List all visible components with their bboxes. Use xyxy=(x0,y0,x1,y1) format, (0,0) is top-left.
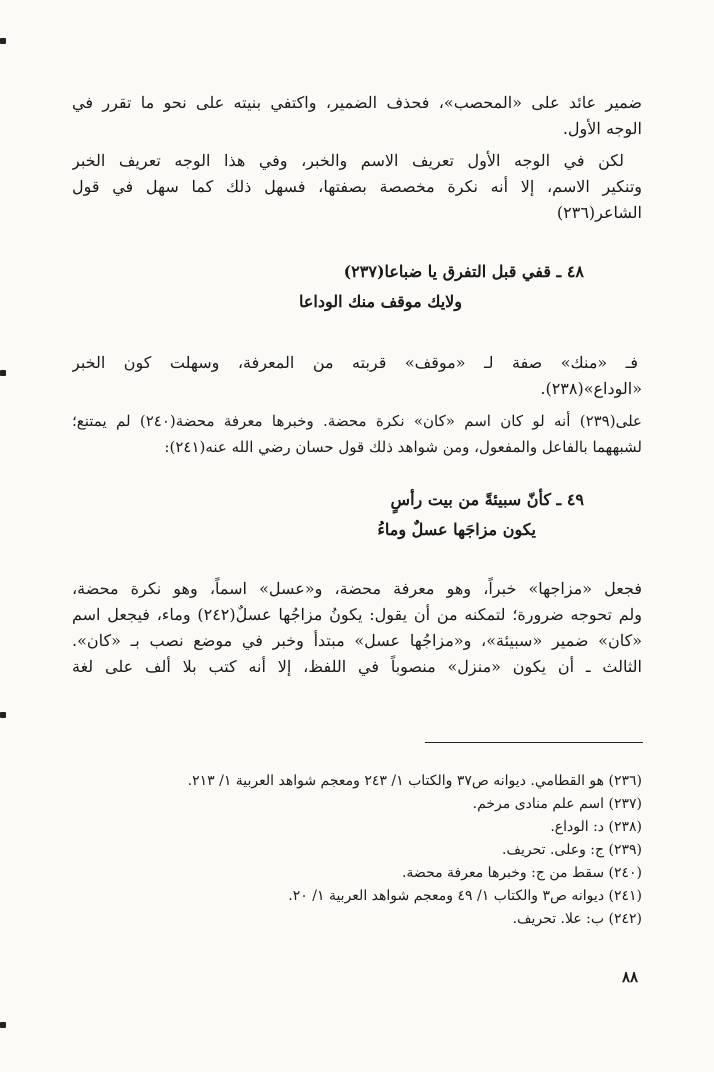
footnote-238: (٢٣٨) د: الوداع. xyxy=(550,819,642,835)
text-line: الثالث ـ أن يكون «منزل» منصوباً في اللفظ، إلا أنه كتب بلا ألف على لغة xyxy=(72,657,642,676)
verse-49-second-hemistich: يكون مزاجَها عسلٌ وماءُ xyxy=(377,520,536,539)
text-line: فـ «منك» صفة لـ «موقف» قربته من المعرفة، وسهلت كون الخبر xyxy=(72,353,638,372)
scan-mark xyxy=(0,712,6,718)
paragraph-1 xyxy=(72,90,642,142)
footnote-236: (٢٣٦) هو القطامي. ديوانه ص٣٧ والكتاب ١/ ٢٤٣ ومعجم شواهد العربية ١/ ٢١٣. xyxy=(187,773,642,789)
scan-mark xyxy=(0,1022,6,1028)
paragraph-2 xyxy=(72,148,642,226)
text-line: «كان» ضمير «سبيئة»، و«مزاجُها عسل» مبتدأ وخبر في موضع نصب بـ «كان». xyxy=(72,631,642,650)
verse-49-first-hemistich: ٤٩ ـ كأنّ سبيئةً من بيت رأسٍ xyxy=(390,490,584,509)
scan-mark xyxy=(0,38,6,44)
text-line: فجعل «مزاجها» خبراً، وهو معرفة محضة، و«عسل» اسماً، وهو نكرة محضة، xyxy=(72,579,642,598)
page-number: ٨٨ xyxy=(622,968,639,986)
text-line: ضمير عائد على «المحصب»، فحذف الضمير، واكتفي بنيته على نحو ما تقرر في xyxy=(72,93,642,112)
paragraph-3 xyxy=(72,350,642,402)
text-line: على(٢٣٩) أنه لو كان اسم «كان» نكرة محضة. وخبرها معرفة محضة(٢٤٠) لم يمتنع؛ xyxy=(72,412,642,430)
footnote-240: (٢٤٠) سقط من ج: وخبرها معرفة محضة. xyxy=(401,865,642,881)
footnote-237: (٢٣٧) اسم علم منادى مرخم. xyxy=(472,796,642,812)
verse-48-second-hemistich: ولايك موقف منك الوداعا xyxy=(298,292,462,311)
verse-48-first-hemistich: ٤٨ ـ قفي قبل التفرق يا ضباعا(٢٣٧) xyxy=(343,262,584,281)
scan-mark xyxy=(0,370,6,376)
footnote-241: (٢٤١) ديوانه ص٣ والكتاب ١/ ٤٩ ومعجم شواهد العربية ١/ ٢٠. xyxy=(288,888,642,904)
footnote-239: (٢٣٩) ج: وعلى. تحريف. xyxy=(502,842,642,858)
text-line: لشبههما بالفاعل والمفعول، ومن شواهد ذلك قول حسان رضي الله عنه(٢٤١): xyxy=(164,438,642,456)
paragraph-5 xyxy=(72,576,642,680)
paragraph-4 xyxy=(72,408,642,460)
text-line: الشاعر(٢٣٦) xyxy=(556,203,642,222)
text-line: الوجه الأول. xyxy=(562,119,642,138)
text-line: لكن في الوجه الأول تعريف الاسم والخبر، وفي هذا الوجه تعريف الخبر xyxy=(72,151,624,170)
text-line: ولم تحوجه ضرورة؛ لتمكنه من أن يقول: يكونُ مزاجُها عسلٌ(٢٤٢) وماء، فيجعل اسم xyxy=(72,605,642,624)
text-line: وتنكير الاسم، إلا أنه نكرة مخصصة بصفتها، فسهل ذلك كما سهل في قول xyxy=(72,177,642,196)
footnotes xyxy=(72,770,642,931)
footnote-divider xyxy=(425,742,643,743)
footnote-242: (٢٤٢) ب: علا. تحريف. xyxy=(512,911,642,927)
text-line: «الوداع»(٢٣٨). xyxy=(540,379,642,398)
